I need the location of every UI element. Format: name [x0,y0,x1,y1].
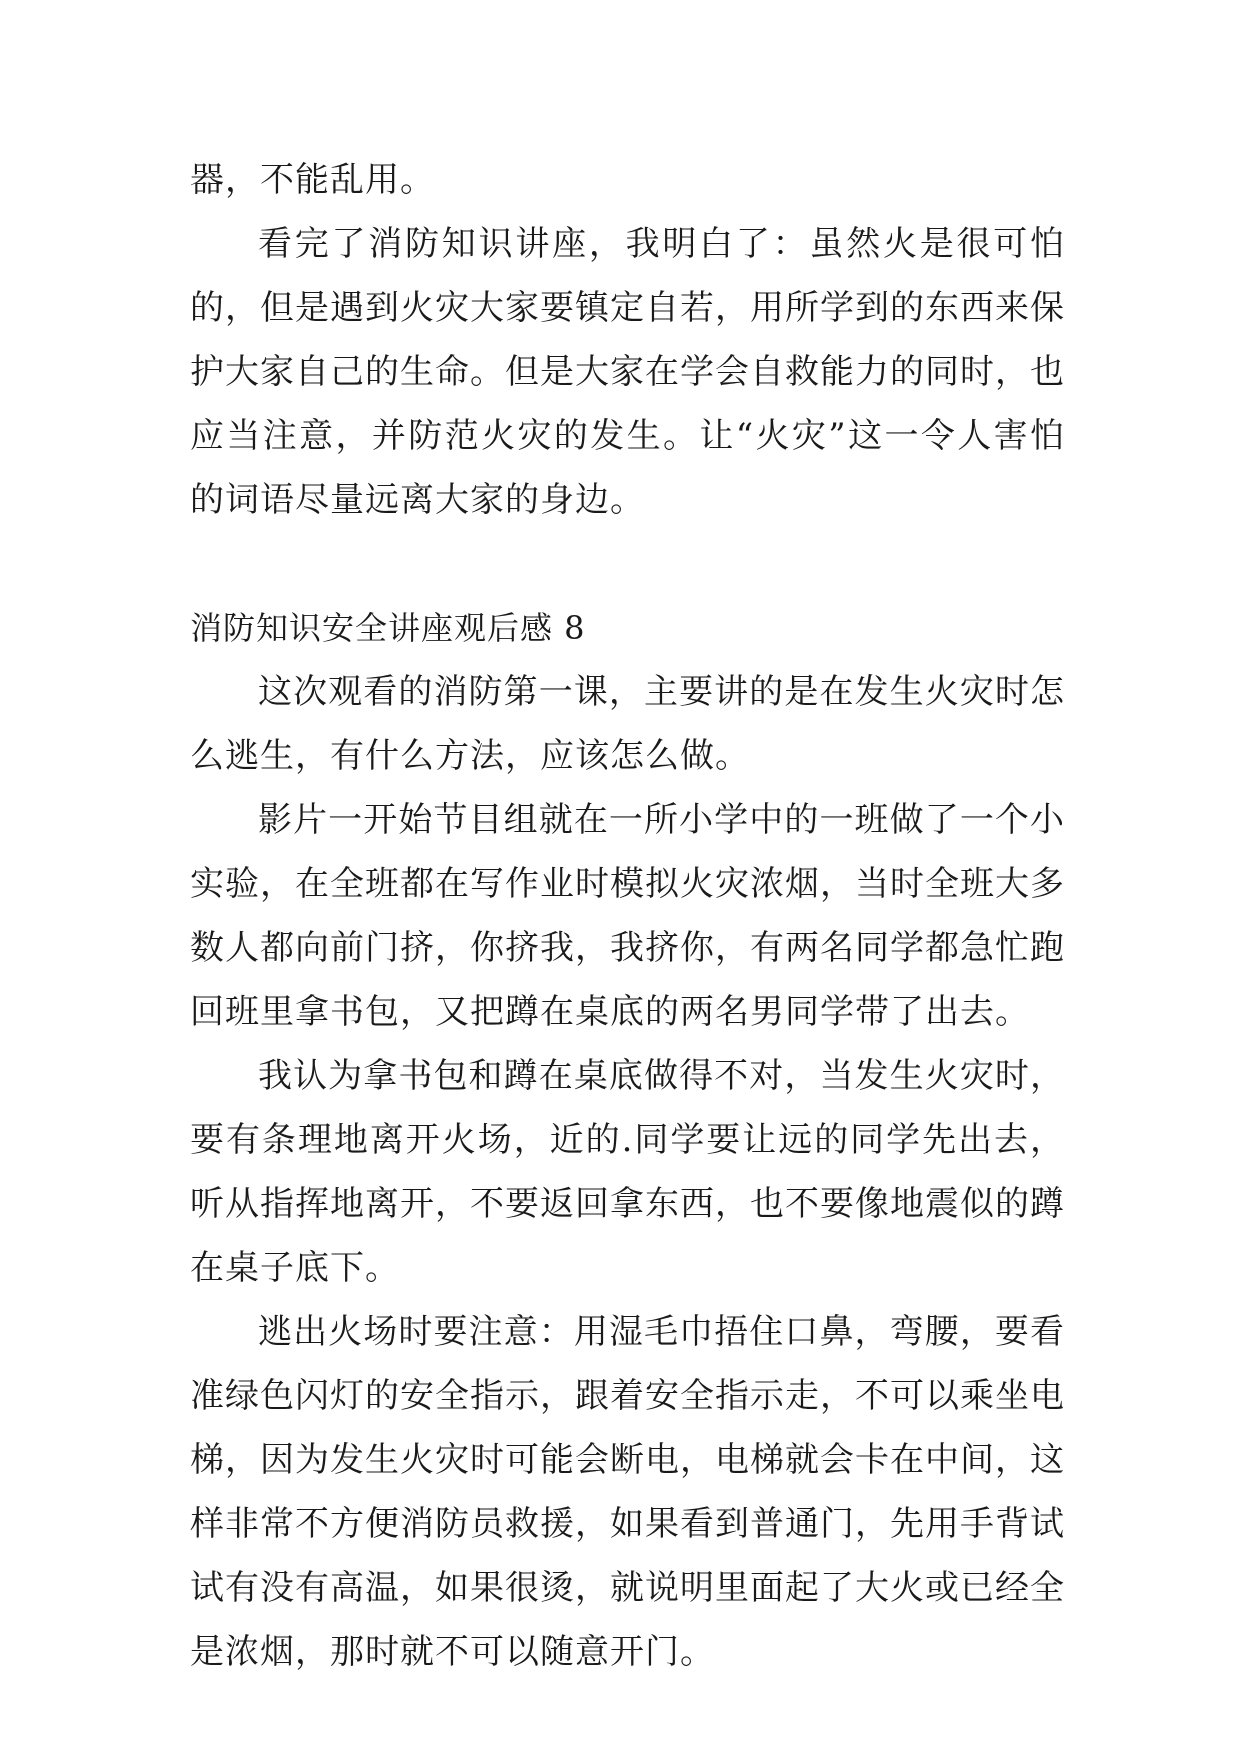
paragraph: 看完了消防知识讲座，我明白了：虽然火是很可怕的，但是遇到火灾大家要镇定自若，用所学到的东西来保护大家自己的生命。但是大家在学会自救能力的同时，也应当注意，并防范火灾的发生。让“火灾”这一令人害怕的词语尽量远离大家的身边。 [190,224,1065,520]
paragraph: 逃出火场时要注意：用湿毛巾捂住口鼻，弯腰，要看准绿色闪灯的安全指示，跟着安全指示走，不可以乘坐电梯，因为发生火灾时可能会断电，电梯就会卡在中间，这样非常不方便消防员救援，如果看到普通门，先用手背试试有没有高温，如果很烫，就说明里面起了大火或已经全是浓烟，那时就不可以随意开门。 [190,1312,1065,1672]
paragraph: 这次观看的消防第一课，主要讲的是在发生火灾时怎么逃生，有什么方法，应该怎么做。 [190,672,1065,776]
paragraph-continuation: 器，不能乱用。 [190,160,435,200]
paragraph: 影片一开始节目组就在一所小学中的一班做了一个小实验，在全班都在写作业时模拟火灾浓烟，当时全班大多数人都向前门挤，你挤我，我挤你，有两名同学都急忙跑回班里拿书包，又把蹲在桌底的两名男同学带了出去。 [190,800,1065,1032]
document-body [190,148,1065,1684]
paragraph: 我认为拿书包和蹲在桌底做得不对，当发生火灾时，要有条理地离开火场，近的.同学要让远的同学先出去，听从指挥地离开，不要返回拿东西，也不要像地震似的蹲在桌子底下。 [190,1056,1065,1288]
section-title: 消防知识安全讲座观后感 8 [190,609,586,647]
